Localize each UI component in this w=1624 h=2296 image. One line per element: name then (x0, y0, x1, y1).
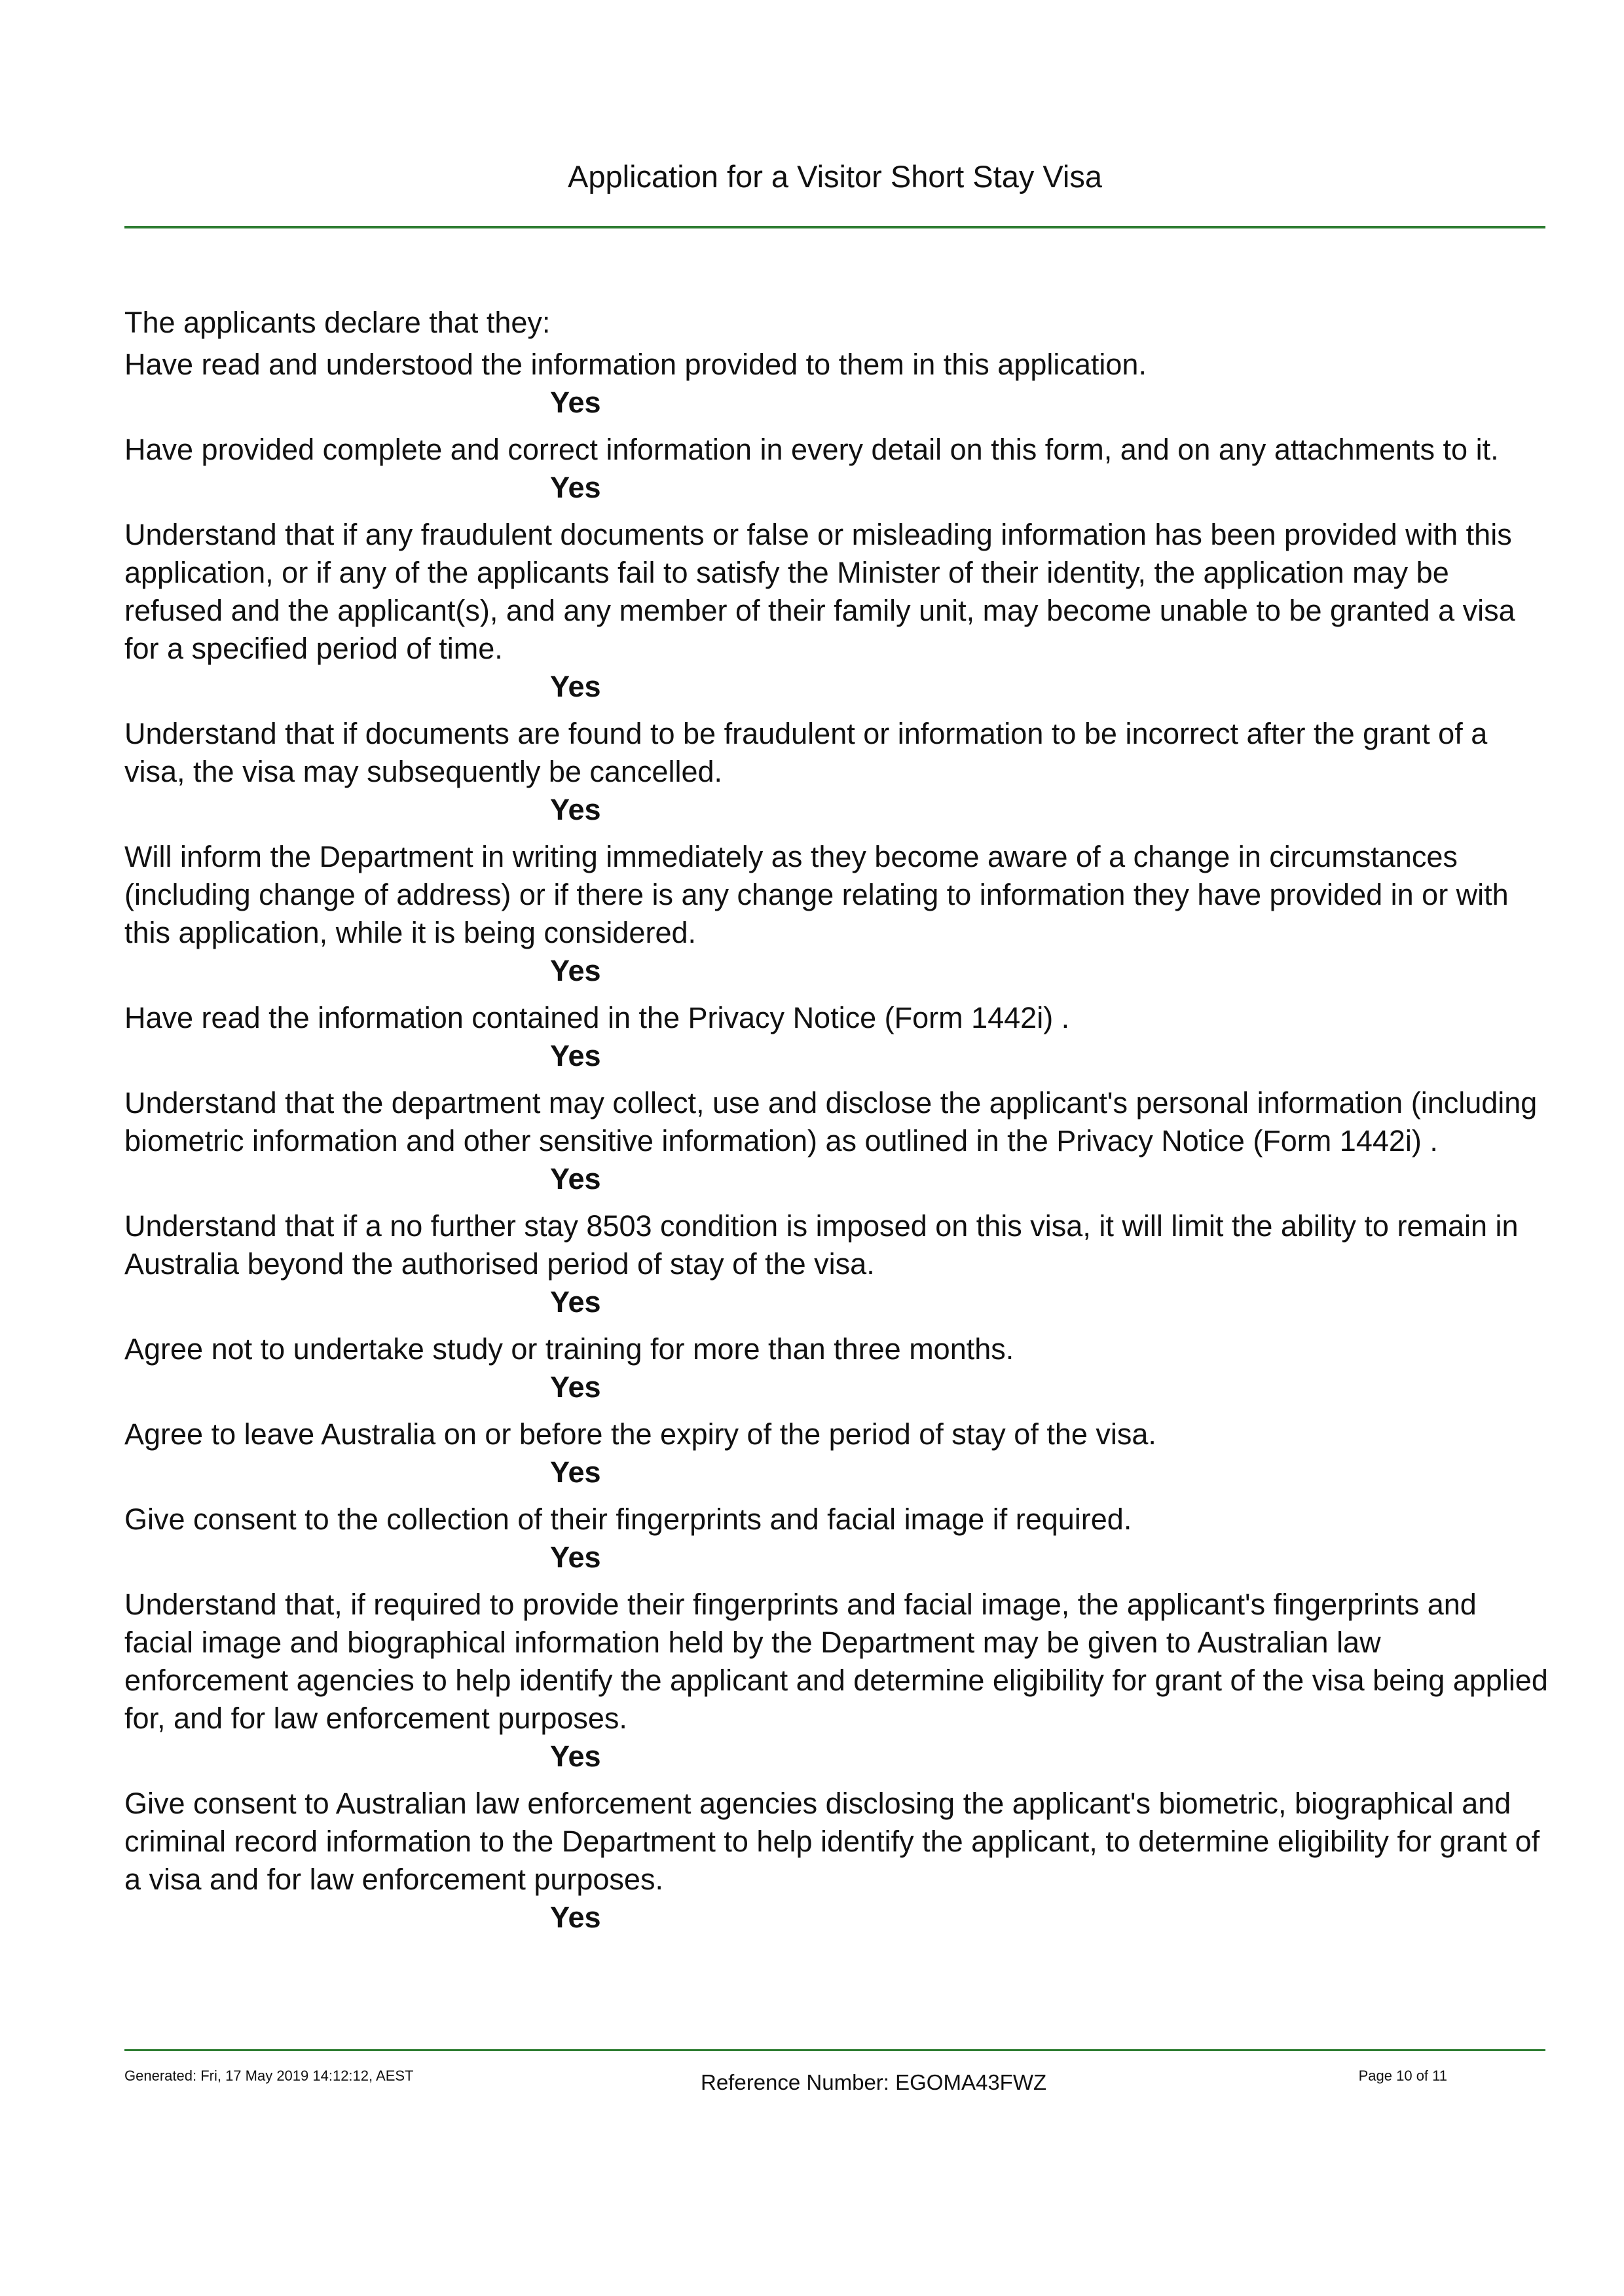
page-header (124, 157, 1545, 196)
declaration-answer: Yes (550, 1901, 601, 1934)
declaration-statement: Have read the information contained in the Privacy Notice (Form 1442i) . (124, 1001, 1070, 1034)
reference-number: Reference Number: EGOMA43FWZ (701, 2070, 1047, 2094)
generated-timestamp: Generated: Fri, 17 May 2019 14:12:12, AEST (124, 2068, 414, 2084)
declaration-item (124, 516, 1552, 706)
declaration-item (124, 1785, 1552, 1937)
declaration-statement: Have read and understood the information provided to them in this application. (124, 348, 1147, 381)
declaration-answer: Yes (550, 793, 601, 826)
declaration-answer: Yes (550, 1740, 601, 1773)
declaration-answer: Yes (550, 1162, 601, 1195)
declaration-answer: Yes (550, 1370, 601, 1404)
declaration-statement: Give consent to Australian law enforcement agencies disclosing the applicant's biometric, biographical and criminal record information to the Department to help identify the applicant, to determine eligibility for grant of a visa and for law enforcement purposes. (124, 1787, 1540, 1896)
declaration-item (124, 1501, 1552, 1576)
declarations-section (124, 304, 1552, 1946)
page-number: Page 10 of 11 (1358, 2068, 1447, 2084)
declaration-item (124, 999, 1552, 1075)
declaration-item (124, 1415, 1552, 1491)
declaration-answer: Yes (550, 1285, 601, 1319)
declaration-statement: Understand that if documents are found to be fraudulent or information to be incorrect after the grant of a visa, the visa may subsequently be cancelled. (124, 717, 1488, 788)
declaration-statement: Will inform the Department in writing immediately as they become aware of a change in circumstances (including change of address) or if there is any change relating to information they have provided in or with this application, while it is being considered. (124, 840, 1509, 949)
declaration-statement: Agree to leave Australia on or before the expiry of the period of stay of the visa. (124, 1417, 1156, 1451)
declaration-item (124, 1330, 1552, 1406)
declaration-statement: Agree not to undertake study or training for more than three months. (124, 1332, 1014, 1366)
declarations-intro: The applicants declare that they: (124, 306, 551, 339)
declaration-statement: Have provided complete and correct information in every detail on this form, and on any attachments to it. (124, 433, 1499, 466)
declaration-answer: Yes (550, 1455, 601, 1489)
declaration-answer: Yes (550, 1540, 601, 1574)
declaration-item (124, 1084, 1552, 1198)
declaration-statement: Understand that if any fraudulent documents or false or misleading information has been provided with this application, or if any of the applicants fail to satisfy the Minister of their identity, the application may be refused and the applicant(s), and any member of their family unit, may become unable to be granted a visa for a specified period of time. (124, 518, 1515, 665)
declaration-statement: Understand that, if required to provide their fingerprints and facial image, the applicant's fingerprints and facial image and biographical information held by the Department may be given to Australian law enforcement agencies to help identify the applicant and determine eligibility for grant of the visa being applied for, and for law enforcement purposes. (124, 1588, 1548, 1735)
page-footer (124, 2068, 1545, 2100)
declaration-item (124, 431, 1552, 507)
declaration-item (124, 1207, 1552, 1321)
declaration-answer: Yes (550, 954, 601, 987)
page-title: Application for a Visitor Short Stay Visa (568, 159, 1102, 194)
header-divider (124, 226, 1545, 228)
declaration-statement: Understand that if a no further stay 8503 condition is imposed on this visa, it will limit the ability to remain in Australia beyond the authorised period of stay of the visa. (124, 1209, 1519, 1281)
declaration-item (124, 1586, 1552, 1776)
declaration-statement: Give consent to the collection of their fingerprints and facial image if required. (124, 1503, 1132, 1536)
declaration-answer: Yes (550, 1039, 601, 1072)
declaration-answer: Yes (550, 670, 601, 703)
footer-divider (124, 2049, 1545, 2051)
declaration-statement: Understand that the department may collect, use and disclose the applicant's personal information (including biometric information and other sensitive information) as outlined in the Privacy Notice (Form 1442i) . (124, 1086, 1538, 1157)
declaration-answer: Yes (550, 471, 601, 504)
declaration-item (124, 346, 1552, 422)
declaration-answer: Yes (550, 386, 601, 419)
declaration-item (124, 838, 1552, 990)
declaration-item (124, 715, 1552, 829)
